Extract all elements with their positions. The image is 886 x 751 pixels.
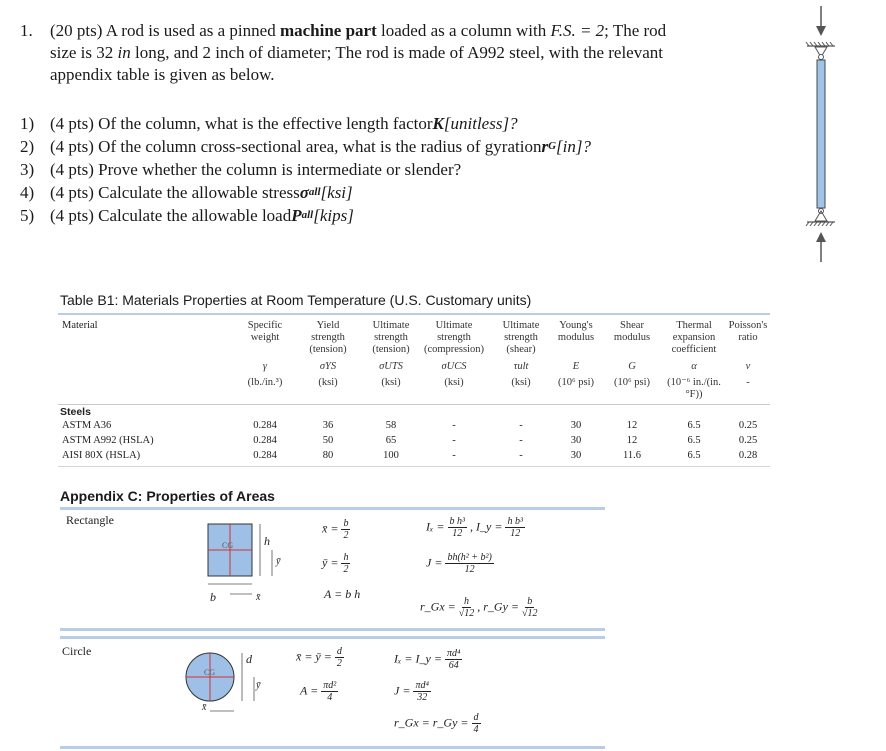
question-unit: [ksi] [320, 183, 353, 202]
circle-area-formula: A = $\frac{\text{πd²}}{4}$ [300, 680, 337, 703]
circle-ybar-label: ȳ [256, 680, 261, 691]
table-cell: 65 [385, 435, 397, 446]
table-cell: 36 [322, 420, 334, 431]
table-b1-body [60, 420, 772, 465]
question-text: (4 pts) Calculate the allowable stress [50, 183, 300, 202]
question-subscript: all [308, 186, 321, 198]
load-arrow-up-icon [816, 232, 826, 262]
table-cell: 0.284 [253, 420, 277, 431]
question-3 [20, 158, 591, 181]
table-b1-caption: Table B1: Materials Properties at Room Temperature (U.S. Customary units) [60, 292, 532, 308]
column-figure [795, 4, 855, 266]
question-number: 4) [20, 183, 35, 202]
col-header-shear-modulus: Shear modulus G (10⁶ psi) [613, 320, 651, 388]
table-cell: AISI 80X (HSLA) [62, 450, 141, 461]
question-1 [20, 112, 591, 135]
question-number: 3) [20, 160, 35, 179]
problem-text-1c: ; The rod [604, 21, 667, 40]
table-cell: - [519, 420, 523, 431]
load-arrow-down-icon [816, 6, 826, 36]
table-cell: - [519, 435, 523, 446]
table-cell: 58 [385, 420, 397, 431]
circle-d-label: d [246, 652, 252, 666]
table-cell: 100 [383, 450, 399, 461]
appendix-mid-bar-2 [60, 636, 605, 639]
problem-text-3: appendix table is given as below. [50, 65, 275, 84]
rectangle-area-formula: A = b h [324, 587, 361, 601]
rectangle-label: Rectangle [66, 513, 114, 527]
question-unit: [unitless]? [443, 114, 518, 133]
appendix-c-title: Appendix C: Properties of Areas [60, 488, 275, 504]
table-cell: 12 [626, 435, 638, 446]
rectangle-h-label: h [264, 534, 270, 548]
top-pin-support-icon [806, 42, 835, 60]
question-symbol: K [432, 114, 444, 133]
table-row [60, 420, 772, 435]
question-subscript: all [301, 209, 314, 221]
table-cell: 0.28 [738, 450, 758, 461]
table-cell: 30 [570, 450, 582, 461]
table-row [60, 450, 772, 465]
table-cell: 30 [570, 435, 582, 446]
question-number: 2) [20, 137, 35, 156]
table-cell: - [452, 435, 456, 446]
question-number: 1) [20, 114, 35, 133]
table-group-steels: Steels [60, 406, 91, 418]
table-cell: 0.284 [253, 450, 277, 461]
appendix-mid-bar-1 [60, 628, 605, 631]
rectangle-b-label: b [210, 590, 216, 604]
col-header-yield-strength: Yield strength (tension) σYS (ksi) [309, 320, 347, 388]
rectangle-cg-label: CG [222, 541, 234, 550]
rectangle-xbar-formula: x̄ = $\frac{b}{2}$ [322, 518, 349, 541]
table-cell: 12 [626, 420, 638, 431]
question-symbol: P [291, 206, 302, 225]
table-cell: ASTM A36 [62, 420, 112, 431]
question-number: 5) [20, 206, 35, 225]
table-cell: 50 [322, 435, 334, 446]
table-cell: 6.5 [687, 435, 701, 446]
table-cell: 0.284 [253, 435, 277, 446]
table-cell: - [452, 420, 456, 431]
appendix-top-bar [60, 507, 605, 510]
col-header-ultimate-tension: Ultimate strength (tension) σUTS (ksi) [372, 320, 410, 388]
table-cell: 30 [570, 420, 582, 431]
problem-text-2a: size is 32 [50, 43, 118, 62]
table-cell: - [452, 450, 456, 461]
table-cell: ASTM A992 (HSLA) [62, 435, 154, 446]
col-header-poissons-ratio: Poisson's ratio ν - [728, 320, 768, 388]
table-header-rule [58, 404, 770, 405]
table-cell: 80 [322, 450, 334, 461]
column-rod [817, 60, 825, 208]
rectangle-ybar-label: ȳ [276, 556, 281, 567]
col-header-youngs-modulus: Young's modulus E (10⁶ psi) [557, 320, 595, 388]
table-row [60, 435, 772, 450]
problem-text-machine-part: machine part [279, 21, 377, 40]
table-top-rule [58, 313, 770, 315]
bottom-pin-support-icon [806, 209, 835, 227]
problem-statement [20, 20, 780, 86]
problem-text-2b: long, and 2 inch of diameter; The rod is made of A992 steel, with the relevant [130, 43, 663, 62]
problem-number: 1. [20, 21, 33, 40]
question-text: (4 pts) Of the column, what is the effective length factor [50, 114, 433, 133]
question-unit: [kips] [313, 206, 354, 225]
question-symbol: r [541, 137, 549, 156]
table-b1-header [60, 318, 772, 410]
circle-rg-formula: r_Gx = r_Gy = $\frac{d}{4}$ [394, 712, 479, 735]
question-text: (4 pts) Calculate the allowable load [50, 206, 292, 225]
table-cell: 11.6 [623, 450, 641, 461]
rectangle-j-formula: J = $\frac{\text{bh(h² + b²)}}{12}$ [426, 552, 492, 575]
problem-text-1b: loaded as a column with [376, 21, 551, 40]
table-cell: 0.25 [738, 435, 758, 446]
question-4 [20, 181, 591, 204]
col-header-ultimate-shear: Ultimate strength (shear) τult (ksi) [502, 320, 540, 388]
rectangle-rg-formula: r_Gx = $\frac{h}{√12}$ , r_Gy = $\frac{b}{√12}$ [420, 596, 538, 619]
question-text: (4 pts) Prove whether the column is intermediate or slender? [50, 160, 462, 179]
circle-label: Circle [62, 644, 92, 658]
circle-xbar-label: x̄ [202, 702, 207, 713]
table-cell: 6.5 [687, 420, 701, 431]
rectangle-ybar-formula: ȳ = $\frac{h}{2}$ [322, 552, 349, 575]
table-cell: 0.25 [738, 420, 758, 431]
question-subscript: G [548, 140, 557, 152]
question-2 [20, 135, 591, 158]
question-5 [20, 204, 591, 227]
question-list [20, 112, 591, 227]
table-bottom-rule [58, 466, 770, 467]
col-header-specific-weight: Specific weight γ (lb./in.³) [247, 320, 283, 388]
col-header-ultimate-compression: Ultimate strength (compression) σUCS (ksi) [423, 320, 485, 388]
table-cell: 6.5 [687, 450, 701, 461]
circle-i-formula: Iₓ = I_y = $\frac{\text{πd⁴}}{64}$ [394, 648, 461, 671]
problem-text-2in: in [117, 43, 131, 62]
col-header-material: Material [62, 320, 98, 331]
circle-centroid-formula: x̄ = ȳ = $\frac{d}{2}$ [296, 646, 342, 669]
question-symbol: σ [299, 183, 309, 202]
question-unit: [in]? [556, 137, 591, 156]
circle-j-formula: J = $\frac{\text{πd⁴}}{32}$ [394, 680, 429, 703]
rectangle-ix-iy-formula: Iₓ = $\frac{\text{b h³}}{12}$ , I_y = $\frac{\text{h b³}}{12}$ [426, 516, 523, 539]
rectangle-xbar-label: x̄ [256, 592, 261, 603]
circle-cg-label: CG [204, 668, 216, 677]
col-header-thermal-expansion: Thermal expansion coefficient α (10⁻⁶ in./(in.°F)) [667, 320, 721, 400]
question-text: (4 pts) Of the column cross-sectional area, what is the radius of gyration [50, 137, 542, 156]
problem-text-1a: (20 pts) A rod is used as a pinned [50, 21, 280, 40]
table-cell: - [519, 450, 523, 461]
appendix-bottom-bar [60, 746, 605, 749]
problem-fs: F.S. = 2 [550, 21, 605, 40]
